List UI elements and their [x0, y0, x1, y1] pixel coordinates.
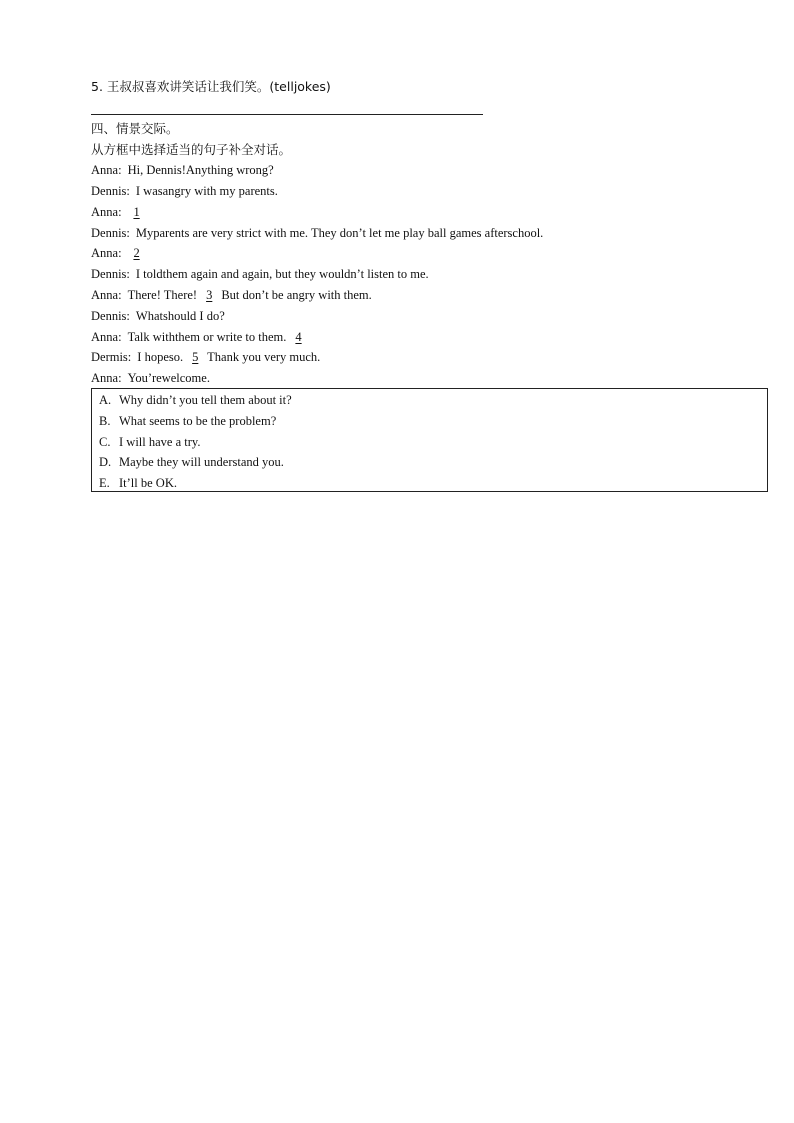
- option-text: Why didn’t you tell them about it?: [119, 393, 292, 407]
- dialogue-text: I wasangry with my parents.: [135, 184, 278, 198]
- blank-2: 2: [133, 246, 140, 260]
- dialogue-text: Whatshould I do?: [135, 309, 225, 323]
- dialogue-line: [91, 245, 146, 261]
- dialogue-text: Myparents are very strict with me. They don’t let me play ball games afterschool.: [135, 226, 544, 240]
- dialogue-line: [91, 287, 372, 303]
- speaker: Anna:: [91, 330, 122, 344]
- option-text: What seems to be the problem?: [119, 414, 277, 428]
- question-5: 5. 王叔叔喜欢讲笑话让我们笑。(telljokes): [91, 79, 331, 94]
- option-text: Maybe they will understand you.: [119, 455, 284, 469]
- dialogue-line: [91, 349, 320, 365]
- dialogue-text: But don’t be angry with them.: [221, 288, 372, 302]
- blank-4: 4: [295, 330, 302, 344]
- speaker: Anna:: [91, 371, 122, 385]
- option-letter: E.: [99, 476, 110, 490]
- dialogue-line: [91, 308, 225, 324]
- option-b: [99, 413, 276, 429]
- section-instruction: 从方框中选择适当的句子补全对话。: [91, 142, 292, 157]
- option-letter: C.: [99, 435, 111, 449]
- option-text: It’ll be OK.: [119, 476, 177, 490]
- dialogue-line: [91, 266, 429, 282]
- dialogue-line: [91, 162, 274, 178]
- option-a: [99, 392, 292, 408]
- dialogue-line: [91, 204, 146, 220]
- dialogue-text: Hi, Dennis!Anything wrong?: [127, 163, 274, 177]
- speaker: Anna:: [91, 205, 122, 219]
- dialogue-text: There! There!: [127, 288, 198, 302]
- option-letter: A.: [99, 393, 112, 407]
- option-c: [99, 434, 200, 450]
- dialogue-text: I toldthem again and again, but they wouldn’t listen to me.: [135, 267, 429, 281]
- option-text: I will have a try.: [119, 435, 201, 449]
- dialogue-text: You’rewelcome.: [127, 371, 210, 385]
- option-letter: B.: [99, 414, 111, 428]
- speaker: Dennis:: [91, 226, 130, 240]
- dialogue-line: [91, 370, 210, 386]
- speaker: Anna:: [91, 163, 122, 177]
- speaker: Dennis:: [91, 267, 130, 281]
- option-e: [99, 475, 177, 491]
- speaker: Dermis:: [91, 350, 132, 364]
- option-letter: D.: [99, 455, 112, 469]
- dialogue-text: Thank you very much.: [207, 350, 321, 364]
- blank-5: 5: [192, 350, 199, 364]
- speaker: Anna:: [91, 246, 122, 260]
- blank-3: 3: [206, 288, 213, 302]
- dialogue-text: Talk withthem or write to them.: [127, 330, 287, 344]
- speaker: Dennis:: [91, 309, 130, 323]
- answer-line: [91, 114, 483, 115]
- section-title: 四、情景交际。: [91, 121, 179, 136]
- options-box: [91, 388, 768, 492]
- dialogue-line: [91, 225, 543, 241]
- speaker: Anna:: [91, 288, 122, 302]
- dialogue-line: [91, 183, 278, 199]
- blank-1: 1: [133, 205, 140, 219]
- dialogue-line: [91, 329, 308, 345]
- dialogue-text: I hopeso.: [137, 350, 184, 364]
- speaker: Dennis:: [91, 184, 130, 198]
- option-d: [99, 454, 284, 470]
